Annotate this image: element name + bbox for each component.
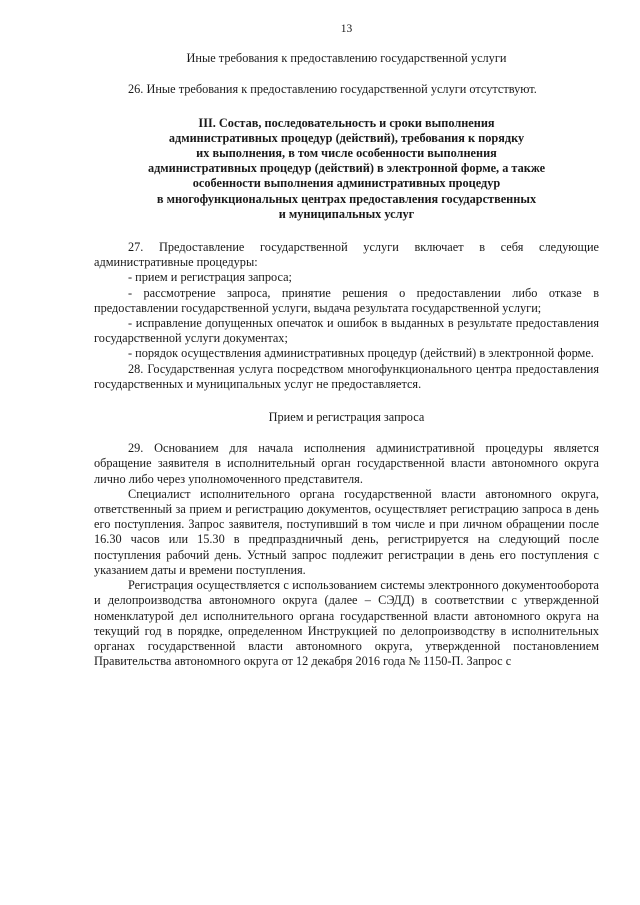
section-title (94, 116, 599, 222)
paragraph-registration: Регистрация осуществляется с использованием системы электронного документооборота и делопроизводства автономного округа (далее – СЭДД) в соответствии с утвержденной номенклатурой дел исполнительного органа государственной власти автономного округа на текущий год в порядке, определенном Инструкцией по делопроизводству в исполнительных органах государственной власти автономного округа, утвержденной постановлением Правительства автономного округа от 12 декабря 2016 года № 1150-П. Запрос с (94, 578, 599, 669)
section-title-line: III. Состав, последовательность и сроки выполнения (198, 115, 495, 130)
list-item: - прием и регистрация запроса; (128, 270, 292, 285)
section-title-line: их выполнения, в том числе особенности выполнения (196, 146, 497, 161)
paragraph-26: 26. Иные требования к предоставлению государственной услуги отсутствуют. (128, 82, 537, 97)
section-title-line: административных процедур (действий), требования к порядку (168, 130, 525, 145)
list-item: - исправление допущенных опечаток и ошибок в выданных в результате предоставления государственной услуги документах; (94, 316, 599, 346)
document-page (94, 22, 599, 669)
paragraph-29: 29. Основанием для начала исполнения административной процедуры является обращение заявителя в исполнительный орган государственной власти автономного округа лично либо через уполномоченного представителя. (94, 441, 599, 486)
section-title-line: и муниципальных услуг (278, 206, 415, 221)
section-title-line: административных процедур (действий) в электронной форме, а также (147, 161, 546, 176)
paragraph-27: 27. Предоставление государственной услуги включает в себя следующие административные процедуры: (94, 240, 599, 270)
page-number: 13 (340, 23, 353, 35)
paragraph-28: 28. Государственная услуга посредством многофункционального центра предоставления государственных и муниципальных услуг не предоставляется. (94, 361, 599, 391)
paragraph-specialist: Специалист исполнительного органа государственной власти автономного округа, ответственный за прием и регистрацию документов, осуществляет регистрацию запроса в день его поступления. Запрос заявителя, поступивший в том числе и при личном обращении после 16.30 часов или 15.30 в предпраздничный день, регистрируется на следующий после поступления рабочий день. Устный запрос подлежит регистрации в день его поступления с указанием даты и времени поступления. (94, 486, 599, 577)
section-title-line: в многофункциональных центрах предоставления государственных (156, 191, 537, 206)
heading-other-requirements: Иные требования к предоставлению государственной услуги (186, 51, 507, 66)
heading-reception: Прием и регистрация запроса (268, 410, 425, 425)
list-item: - порядок осуществления административных процедур (действий) в электронной форме. (128, 346, 594, 361)
list-item: - рассмотрение запроса, принятие решения о предоставлении либо отказе в предоставлении государственной услуги, выдача результата государственной услуги; (94, 285, 599, 315)
section-title-line: особенности выполнения административных процедур (192, 176, 501, 191)
